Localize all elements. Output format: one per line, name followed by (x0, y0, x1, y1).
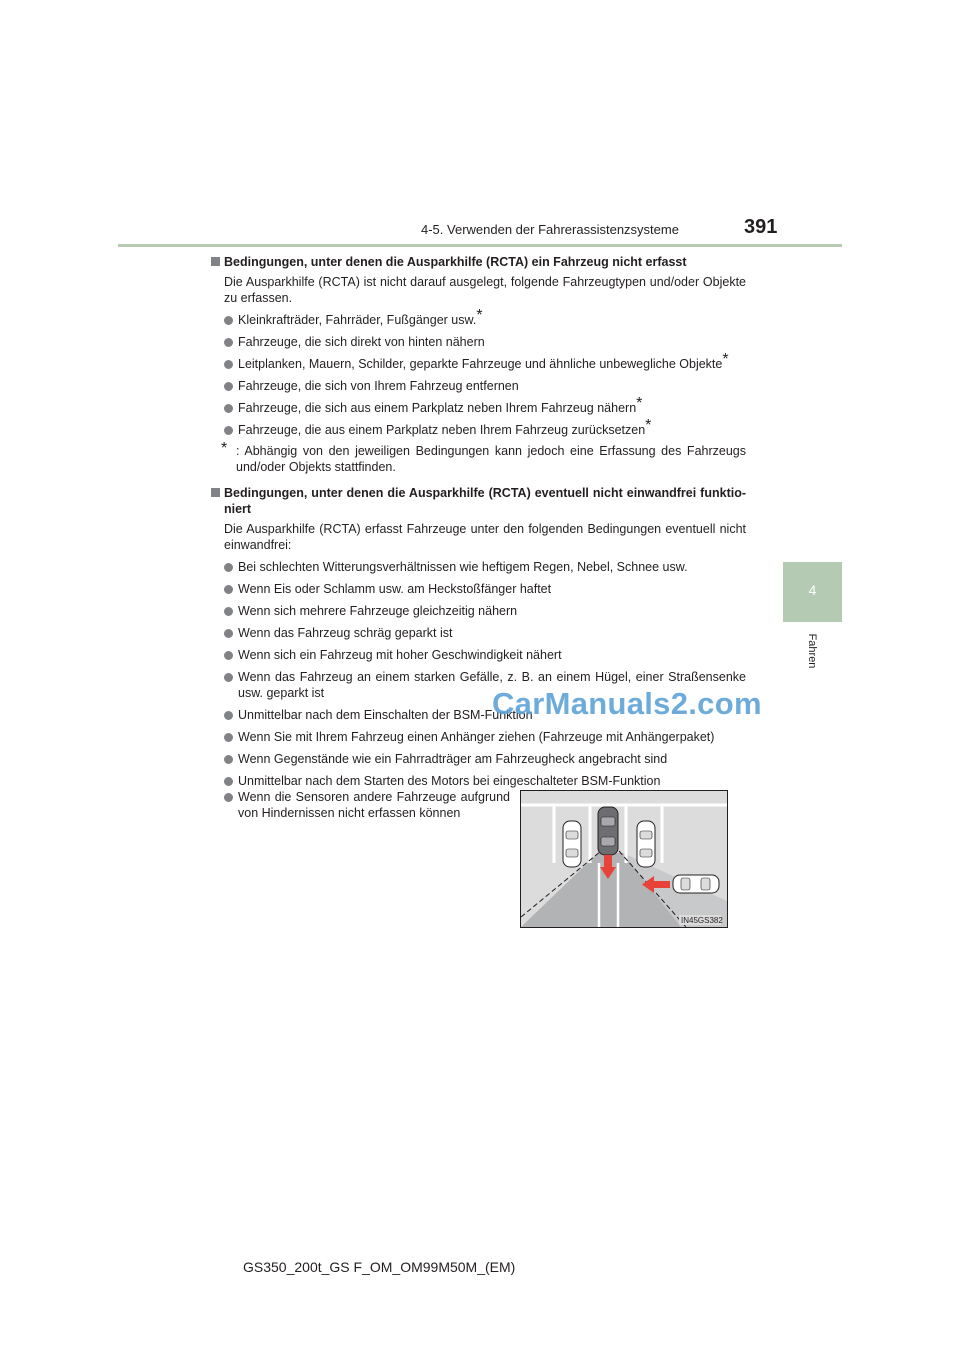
bullet-icon (224, 316, 233, 325)
list-item (210, 729, 746, 745)
bullet-icon (224, 585, 233, 594)
section-may-not-work (210, 485, 746, 789)
list-item-text: Kleinkrafträder, Fahrräder, Fußgänger usw. (238, 313, 477, 327)
list-item (210, 581, 746, 597)
bullet-icon (224, 673, 233, 682)
section-paragraph: Die Ausparkhilfe (RCTA) ist nicht darauf ausgelegt, folgende Fahrzeugtypen und/oder Objekte zu erfassen. (224, 275, 746, 305)
list-item-text: Wenn das Fahrzeug schräg geparkt ist (238, 626, 453, 640)
list-item-text: Wenn Eis oder Schlamm usw. am Heckstoßfänger haftet (238, 582, 552, 596)
list-item-text: Unmittelbar nach dem Einschalten der BSM-Funktion (238, 708, 533, 722)
own-car-icon (598, 807, 618, 855)
list-item-text: Leitplanken, Mauern, Schilder, geparkte Fahrzeuge und ähnliche unbewegliche Objekte (238, 357, 723, 371)
bullet-icon (224, 563, 233, 572)
footnote-star: * (476, 307, 483, 324)
bullet-icon (224, 404, 233, 413)
list-item (210, 378, 746, 394)
chapter-tab-number: 4 (808, 582, 817, 598)
list-item-text: Fahrzeuge, die sich von Ihrem Fahrzeug entfernen (238, 379, 519, 393)
bullet-icon (224, 755, 233, 764)
footnote-star: * (645, 417, 652, 434)
chapter-tab-label: Fahren (806, 633, 818, 669)
list-item-text: Unmittelbar nach dem Starten des Motors bei eingeschalteter BSM-Funktion (238, 774, 661, 788)
bullet-icon (224, 629, 233, 638)
bullet-icon (224, 382, 233, 391)
section-paragraph: Die Ausparkhilfe (RCTA) erfasst Fahrzeuge unter den folgenden Bedingungen eventuell nicht einwandfrei: (224, 522, 746, 552)
bullet-icon (224, 338, 233, 347)
watermark: CarManuals2.com (492, 686, 762, 721)
square-bullet-icon (211, 257, 220, 266)
bullet-icon (224, 651, 233, 660)
list-item-text: Wenn Sie mit Ihrem Fahrzeug einen Anhänger ziehen (Fahrzeuge mit Anhängerpaket) (238, 730, 715, 744)
list-item (210, 351, 746, 372)
parking-diagram (521, 791, 727, 927)
bullet-icon (224, 426, 233, 435)
list-item-text: Wenn Gegenstände wie ein Fahrradträger am Fahrzeugheck angebracht sind (238, 752, 668, 766)
list-item (210, 395, 746, 416)
chapter-tab[interactable] (783, 562, 842, 622)
bullet-icon (224, 711, 233, 720)
list-item-body (210, 789, 510, 821)
section-heading-text: Bedingungen, unter denen die Ausparkhilfe (RCTA) ein Fahrzeug nicht erfasst (224, 255, 687, 269)
list-item (210, 559, 746, 575)
parked-car-left-icon (563, 821, 581, 867)
bullet-icon (224, 777, 233, 786)
footnote-text: : Abhängig von den jeweiligen Bedingungen kann jedoch eine Erfassung des Fahrzeugs und/oder Objekts stattfinden. (236, 444, 746, 474)
footnote (210, 440, 746, 475)
list-item (210, 603, 746, 619)
document-footer: GS350_200t_GS F_OM_OM99M50M_(EM) (243, 1259, 516, 1275)
parked-car-right-icon (637, 821, 655, 867)
illustration-code: IN45GS382 (681, 916, 723, 925)
list-item (210, 417, 746, 438)
section-not-detected (210, 254, 746, 475)
list-item-text: Wenn das Fahrzeug an einem starken Gefälle, z. B. an einem Hügel, einer Straßensenke usw. geparkt ist (238, 670, 746, 700)
page-number: 391 (744, 216, 778, 238)
section-heading (210, 485, 746, 517)
bullet-icon (224, 607, 233, 616)
list-item (210, 625, 746, 641)
list-item (210, 789, 510, 821)
list-item-text: Fahrzeuge, die sich direkt von hinten nähern (238, 335, 485, 349)
list-item-text: Wenn die Sensoren andere Fahrzeuge aufgrund von Hindernissen nicht erfassen können (238, 790, 510, 820)
list-item-text: Fahrzeuge, die aus einem Parkplatz neben Ihrem Fahrzeug zurücksetzen (238, 423, 646, 437)
parking-illustration (520, 790, 728, 928)
section-heading-text: Bedingungen, unter denen die Ausparkhilfe (RCTA) eventuell nicht einwandfrei funktio-niert (224, 486, 746, 516)
approaching-car-icon (673, 875, 719, 893)
list-item-text: Wenn sich ein Fahrzeug mit hoher Geschwindigkeit nähert (238, 648, 562, 662)
list-item-text: Fahrzeuge, die sich aus einem Parkplatz neben Ihrem Fahrzeug nähern (238, 401, 637, 415)
bullet-icon (224, 793, 233, 802)
list-item (210, 307, 746, 328)
list-item (210, 751, 746, 767)
footnote-mark: * (221, 440, 228, 457)
list-item-text: Wenn sich mehrere Fahrzeuge gleichzeitig nähern (238, 604, 518, 618)
square-bullet-icon (211, 488, 220, 497)
section-heading (210, 254, 746, 270)
bullet-icon (224, 360, 233, 369)
bullet-icon (224, 733, 233, 742)
list-item-text: Bei schlechten Witterungsverhältnissen wie heftigem Regen, Nebel, Schnee usw. (238, 560, 688, 574)
footnote-star: * (636, 395, 643, 412)
list-item (210, 773, 746, 789)
footnote-star: * (722, 351, 729, 368)
header-rule (118, 244, 842, 247)
list-item (210, 647, 746, 663)
chapter-title: 4-5. Verwenden der Fahrerassistenzsysteme (421, 222, 679, 237)
list-item (210, 334, 746, 350)
